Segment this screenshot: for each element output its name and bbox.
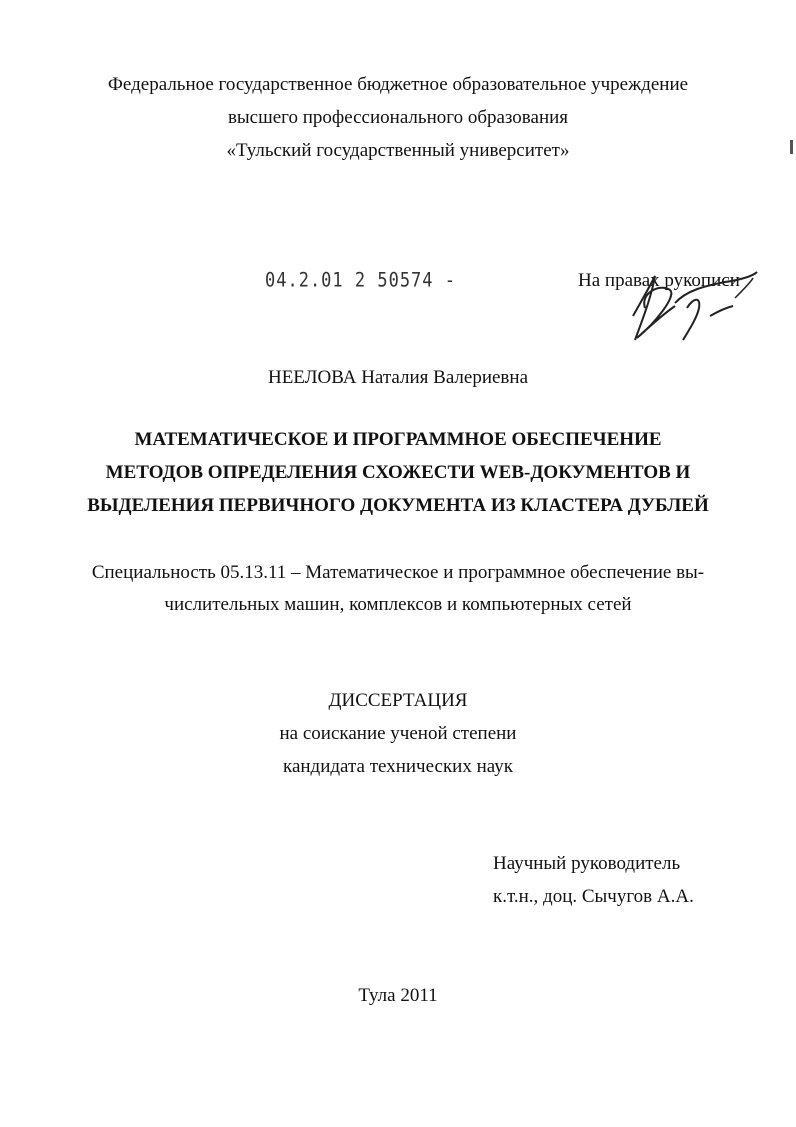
header-institution-line: Федеральное государственное бюджетное образовательное учреждение xyxy=(107,74,689,95)
registration-stamp: 04.2.01 2 50574 - xyxy=(265,269,456,293)
supervisor-name: к.т.н., доц. Сычугов А.А. xyxy=(493,886,694,907)
dissertation-heading: ДИССЕРТАЦИЯ xyxy=(328,690,468,711)
title-line-3: ВЫДЕЛЕНИЯ ПЕРВИЧНОГО ДОКУМЕНТА ИЗ КЛАСТЕРА ДУБЛЕЙ xyxy=(87,495,709,516)
title-line-2: МЕТОДОВ ОПРЕДЕЛЕНИЯ СХОЖЕСТИ WEB-ДОКУМЕНТОВ И xyxy=(105,462,691,483)
title-line-1: МАТЕМАТИЧЕСКОЕ И ПРОГРАММНОЕ ОБЕСПЕЧЕНИЕ xyxy=(134,429,662,450)
header-university-line: «Тульский государственный университет» xyxy=(226,140,570,161)
scan-edge-mark xyxy=(790,140,793,154)
specialty-line-2: числительных машин, комплексов и компьютерных сетей xyxy=(164,594,632,615)
header-education-line: высшего профессионального образования xyxy=(227,107,569,128)
author-name: НЕЕЛОВА Наталия Валериевна xyxy=(267,367,529,388)
supervisor-label: Научный руководитель xyxy=(493,853,681,874)
manuscript-note: На правах рукописи xyxy=(578,270,740,291)
dissertation-degree-line: на соискание ученой степени xyxy=(279,723,517,744)
handwritten-signature xyxy=(615,268,765,348)
specialty-line-1: Специальность 05.13.11 – Математическое и программное обеспечение вы- xyxy=(91,562,705,583)
place-year: Тула 2011 xyxy=(358,985,438,1006)
dissertation-degree-type: кандидата технических наук xyxy=(283,756,513,777)
